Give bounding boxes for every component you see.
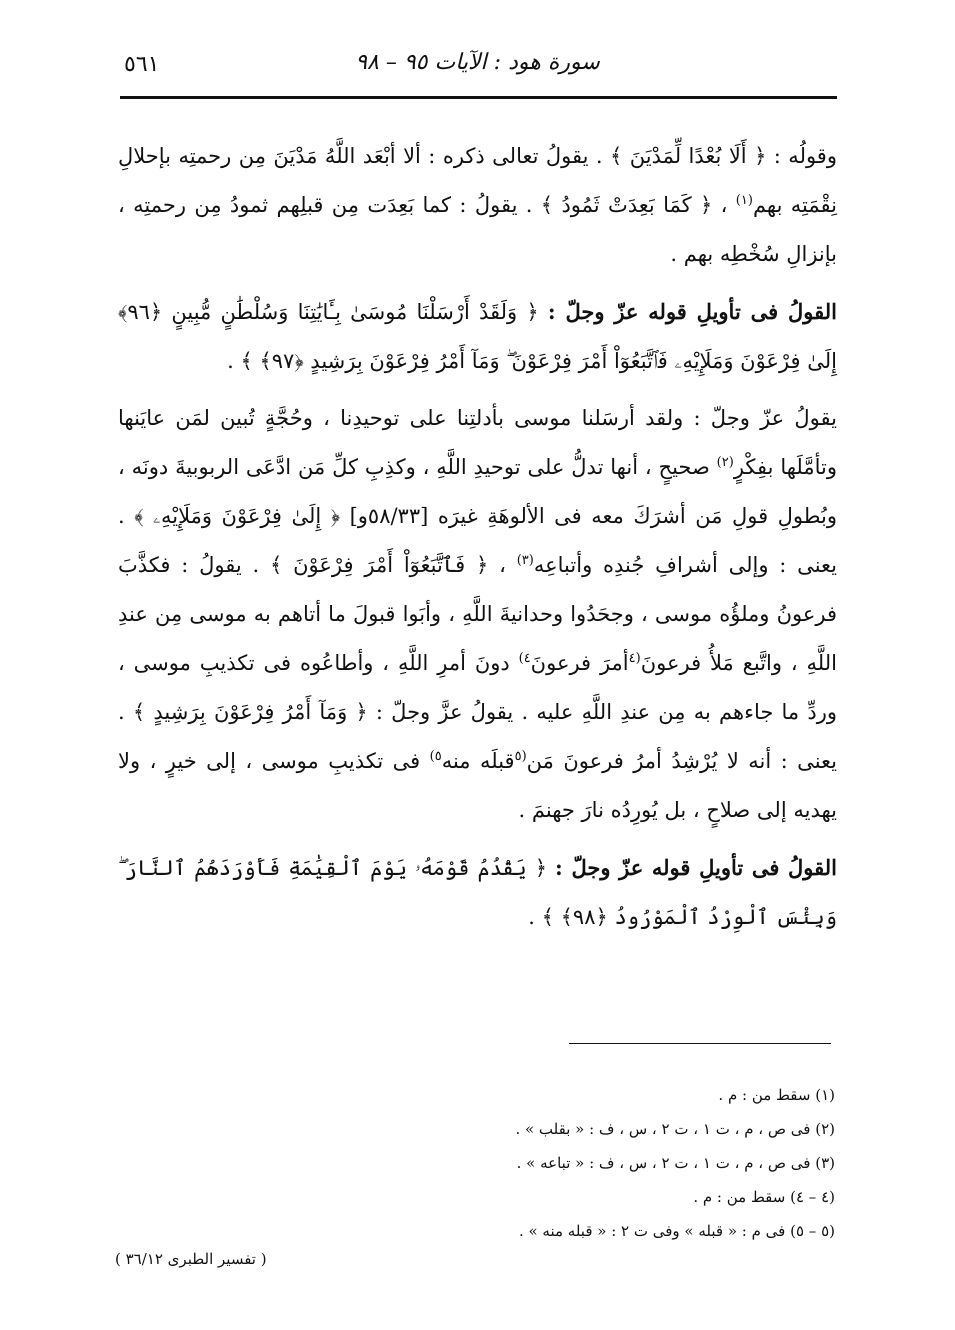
- footnote-marker: (١): [735, 193, 753, 208]
- footnote-marker: (٣): [516, 553, 534, 568]
- text-paragraph: [118, 132, 837, 279]
- footnote: (٢) فى ص ، م ، ت ١ ، ت ٢ ، س ، ف : « بقلب » .: [515, 1120, 835, 1138]
- footnote-marker: ٥): [429, 749, 442, 764]
- section-heading: القولُ فى تأويلِ قوله عزّ وجلّ :: [547, 299, 837, 324]
- heading-paragraph: [118, 287, 837, 386]
- footnote-marker: ٤): [518, 651, 531, 666]
- text-segment: يقولُ عزّ وجلّ : ولقد أرسَلنا موسى بأدلتِنا على توحيدِنا ، وحُجَّةٍ تُبين لمَن عايَنها وتأمَّلَها بفِكْرٍ: [118, 406, 837, 479]
- source-reference: ( تفسير الطبرى ٣٦/١٢ ): [115, 1250, 267, 1268]
- footnote-marker: (٢): [716, 455, 734, 470]
- text-segment: ﴿ وَلَقَدْ أَرْسَلْنَا مُوسَىٰ بِـَٔايَٰتِنَا وَسُلْطَٰنٍ مُّبِينٍ ﴿٩٦﴾ إِلَىٰ فِرْعَوْنَ وَمَلَإِيْهِۦ فَٱتَّبَعُوٓاْ أَمْرَ فِرْعَوْنَ ۖ وَمَآ أَمْرُ فِرْعَوْنَ بِرَشِيدٍ ﴿٩٧﴾ ﴾ .: [118, 300, 837, 373]
- page-number: ٥٦١: [124, 52, 160, 77]
- footnote-marker: (٤: [628, 651, 641, 666]
- footnote: (٥ – ٥) فى م : « قبله » وفى ت ٢ : « قبله منه » .: [518, 1222, 835, 1240]
- footnote: (١) سقط من : م .: [718, 1086, 835, 1104]
- footnotes: [118, 1078, 835, 1248]
- footnote: (٣) فى ص ، م ، ت ١ ، ت ٢ ، س ، ف : « تباعه » .: [516, 1154, 835, 1172]
- text-segment: قبلَه منه: [441, 749, 515, 773]
- text-segment: وقولُه : ﴿ أَلَا بُعْدًا لِّمَدْيَنَ ﴾ . يقولُ تعالى ذكره : ألا أبْعَد اللَّهُ مَدْيَنَ مِن رحمتِه بإحلالِ نِقْمَتِه بهم: [118, 144, 837, 217]
- running-title: سورة هود : الآيات ٩٥ – ٩٨: [355, 50, 600, 75]
- text-segment: صحيحٍ ، أنها تدلُّ على توحيدِ اللَّهِ ، وكذِبِ كلِّ مَن ادَّعَى الربوبيةَ دونَه ، وبُطولِ قولِ مَن أشرَكَ معه فى الألوهَةِ غيرَه [٥٨/٣٣و] ﴿ إِلَىٰ فِرْعَوْنَ وَمَلَإِيْهِۦ ﴾ . يعنى : وإلى أشرافِ جُندِه وأتباعِه: [118, 455, 838, 577]
- text-segment: ﴿ يَقْدُمُ قَوْمَهُۥ يَوْمَ ٱلْقِيَٰمَةِ فَأَوْرَدَهُمُ ٱلنَّارَ ۖ وَبِئْسَ ٱلْوِرْدُ ٱلْمَوْرُودُ ﴿٩٨﴾ ﴾ .: [118, 856, 837, 929]
- text-segment: ، ﴿ كَمَا بَعِدَتْ ثَمُودُ ﴾ . يقولُ : كما بَعِدَت مِن قبلِهم ثمودُ مِن رحمتِه ، بإنزالِ سُخْطِه بهم .: [118, 193, 837, 266]
- footnote-separator: [569, 1043, 831, 1044]
- footnote-marker: (٥: [514, 749, 527, 764]
- text-paragraph: [118, 394, 837, 835]
- text-segment: دونَ أمرِ اللَّهِ ، وأطاعُوه فى تكذيبِ موسى ، وردِّ ما جاءهم به مِن عندِ اللَّهِ عليه . يقولُ عزَّ وجلّ : ﴿ وَمَآ أَمْرُ فِرْعَوْنَ بِرَشِيدٍ ﴾ . يعنى : أنه لا يُرْشِدُ أمرُ فرعونَ مَن: [118, 651, 838, 773]
- header-rule: [120, 96, 837, 99]
- text-segment: ، ﴿ فَٱتَّبَعُوٓاْ أَمْرَ فِرْعَوْنَ ﴾ . يقولُ : فكذَّبَ فرعونُ وملؤُه موسى ، وجحَدُوا وحدانيةَ اللَّهِ ، وأبَوا قبولَ ما أتاهم به موسى مِن عندِ اللَّهِ ، واتَّبع مَلأُ فرعونَ: [118, 553, 837, 675]
- heading-paragraph: [118, 843, 837, 942]
- section-heading: القولُ فى تأويلِ قوله عزّ وجلّ :: [555, 855, 837, 880]
- footnote: (٤ – ٤) سقط من : م .: [693, 1188, 835, 1206]
- text-segment: أمرَ فرعونَ: [530, 651, 629, 675]
- page-header: [118, 48, 837, 88]
- text-segment: فى تكذيبِ موسى ، إلى خيرٍ ، ولا يهديه إلى صلاحٍ ، بل يُورِدُه نارَ جهنمَ .: [118, 749, 837, 822]
- main-text: [118, 132, 837, 950]
